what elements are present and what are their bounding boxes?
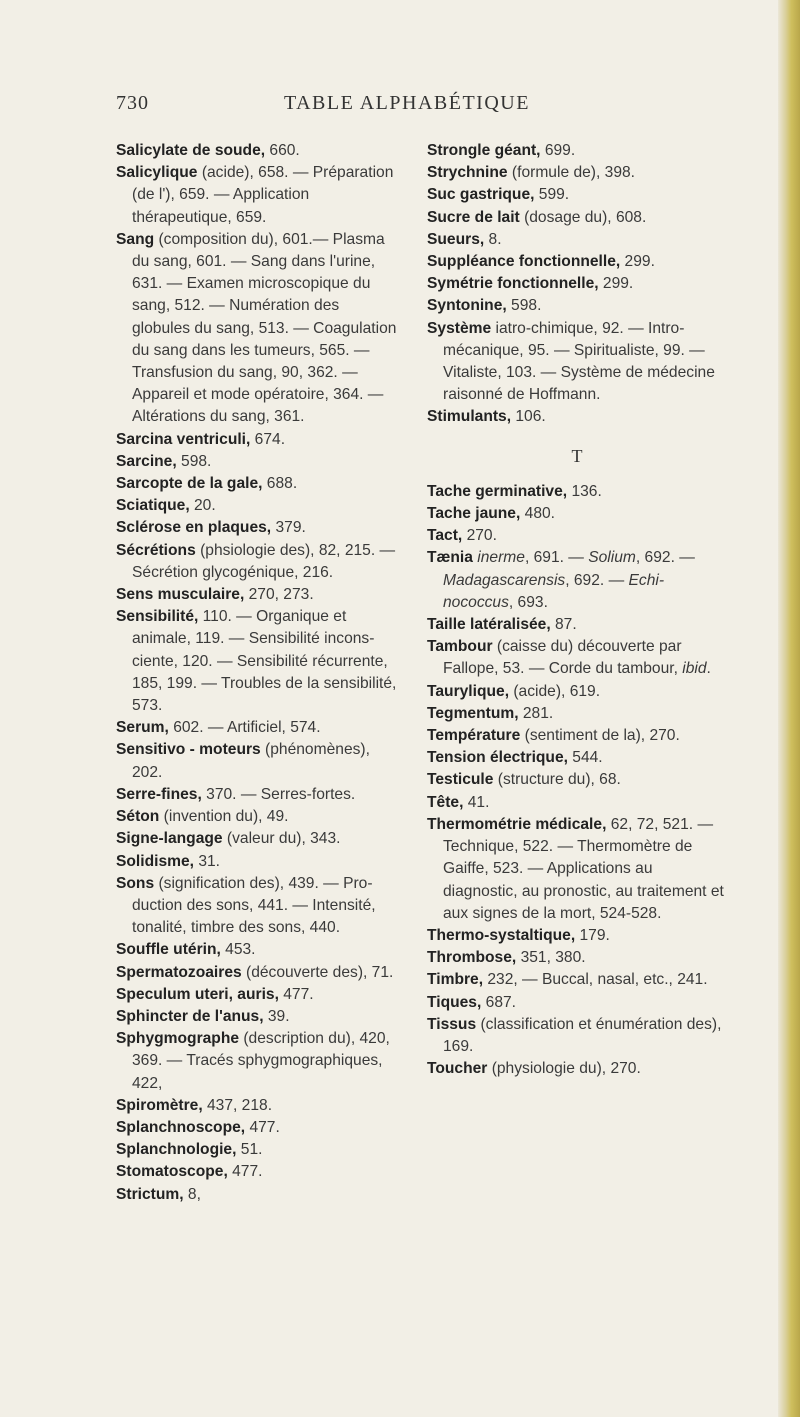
index-entry: Sucre de lait (dosage du), 608. — [427, 208, 647, 226]
index-entry: Tænia inerme, 691. — Solium, 692. — Madagascarensis, 692. — Echinococcus, 693. — [427, 549, 695, 611]
index-entry: Timbre, 232, — Buccal, nasal, etc., 241. — [427, 971, 708, 989]
index-entry: Testicule (structure du), 68. — [427, 771, 621, 789]
book-page-edge — [778, 0, 800, 1417]
index-entry: Système iatro-chimique, 92. — Intromécanique, 95. — Spiritualiste, 99. — Vitaliste, 103. — Système de médecine raisonné de Hoffmann. — [427, 319, 715, 404]
page-title: TABLE ALPHABÉTIQUE — [284, 92, 530, 114]
index-entry: Strictum, 8, — [116, 1185, 201, 1203]
index-entry: Speculum uteri, auris, 477. — [116, 985, 314, 1003]
index-entry: Strongle géant, 699. — [427, 142, 576, 159]
index-entry: Stimulants, 106. — [427, 408, 546, 426]
index-entry: Sons (signification des), 439. — Production des sons, 441. — Intensité, tonalité, timbre des sons, 440. — [116, 874, 376, 937]
index-entry: Tension électrique, 544. — [427, 749, 603, 767]
index-entry: Tache jaune, 480. — [427, 505, 555, 523]
index-entry: Sarcina ventriculi, 674. — [116, 430, 286, 448]
index-entry: Splanchnoscope, 477. — [116, 1118, 280, 1136]
index-entry: Strychnine (formule de), 398. — [427, 164, 636, 182]
index-entry: Taille latéralisée, 87. — [427, 616, 577, 634]
index-entry: Toucher (physiologie du), 270. — [427, 1060, 641, 1078]
index-entry: Sphygmographe (description du), 420, 369. — Tracés sphygmographiques, 422, — [116, 1030, 390, 1092]
index-entry: Sclérose en plaques, 379. — [116, 519, 306, 537]
index-entry: Spermatozoaires (découverte des), 71. — [116, 963, 394, 981]
index-entry: Serum, 602. — Artificiel, 574. — [116, 719, 321, 737]
index-entry: Solidisme, 31. — [116, 852, 221, 870]
index-entry: Sens musculaire, 270, 273. — [116, 586, 314, 604]
index-entry: Thermo-systaltique, 179. — [427, 926, 610, 944]
section-letter: T — [571, 445, 583, 466]
index-entry: Tissus (classification et énumération des), 169. — [427, 1015, 722, 1055]
index-entry: Sueurs, 8. — [427, 230, 502, 248]
index-entry: Tache germinative, 136. — [427, 482, 602, 500]
index-entry: Salicylique (acide), 658. — Préparation (de l'), 659. — Application thérapeutique, 659. — [116, 164, 394, 226]
index-entry: Sarcine, 598. — [116, 452, 212, 470]
index-entry: Sensibilité, 110. — Organique et animale, 119. — Sensibilité inconsciente, 120. — Sensibilité récurrente, 185, 199. — Troubles de la sensibilité, 573. — [116, 608, 397, 715]
index-entry: Thermométrie médicale, 62, 72, 521. — Technique, 522. — Thermomètre de Gaiffe, 523. — Applications au diagnostic, au pronostic, au traitement et aux signes de la mort, 524-528. — [427, 815, 724, 922]
index-entry: Spiromètre, 437, 218. — [116, 1096, 273, 1114]
index-entry: Sarcopte de la gale, 688. — [116, 475, 298, 493]
index-entry: Tiques, 687. — [427, 993, 516, 1011]
index-entry: Salicylate de soude, 660. — [116, 142, 300, 159]
index-entry: Séton (invention du), 49. — [116, 808, 289, 826]
index-entry: Tête, 41. — [427, 793, 490, 811]
index-entry: Sensitivo - moteurs (phénomènes), 202. — [116, 741, 370, 781]
index-entry: Signe-langage (valeur du), 343. — [116, 830, 341, 848]
index-entry: Symétrie fonctionnelle, 299. — [427, 275, 634, 293]
index-entry: Sang (composition du), 601.— Plasma du sang, 601. — Sang dans l'urine, 631. — Examen microscopique du sang, 512. — Numération des globules du sang, 513. — Coagulation du sang dans les tumeurs, 565. — Transfusion du sang, 90, 362. — Appareil et mode opératoire, 364. — Altérations du sang, 361. — [116, 230, 397, 426]
index-entry: Splanchnologie, 51. — [116, 1141, 263, 1159]
page-number: 730 — [116, 92, 149, 114]
index-entry: Tact, 270. — [427, 527, 497, 545]
index-entry: Sécrétions (phsiologie des), 82, 215. — Sécrétion glycogénique, 216. — [116, 541, 396, 581]
index-entry: Thrombose, 351, 380. — [427, 949, 586, 967]
index-entry: Sphincter de l'anus, 39. — [116, 1007, 290, 1025]
left-column — [116, 140, 401, 1206]
right-column — [427, 140, 727, 1080]
index-entry: Suppléance fonctionnelle, 299. — [427, 253, 655, 271]
index-entry: Tegmentum, 281. — [427, 704, 554, 722]
index-entry: Stomatoscope, 477. — [116, 1163, 263, 1181]
index-entry: Serre-fines, 370. — Serres-fortes. — [116, 785, 356, 803]
index-entry: Souffle utérin, 453. — [116, 941, 256, 959]
index-entry: Tambour (caisse du) découverte par Fallope, 53. — Corde du tambour, ibid. — [427, 638, 711, 678]
index-entry: Sciatique, 20. — [116, 497, 216, 515]
page-header — [116, 92, 736, 122]
index-entry: Taurylique, (acide), 619. — [427, 682, 601, 700]
index-entry: Suc gastrique, 599. — [427, 186, 570, 204]
index-entry: Température (sentiment de la), 270. — [427, 727, 680, 745]
index-entry: Syntonine, 598. — [427, 297, 542, 315]
